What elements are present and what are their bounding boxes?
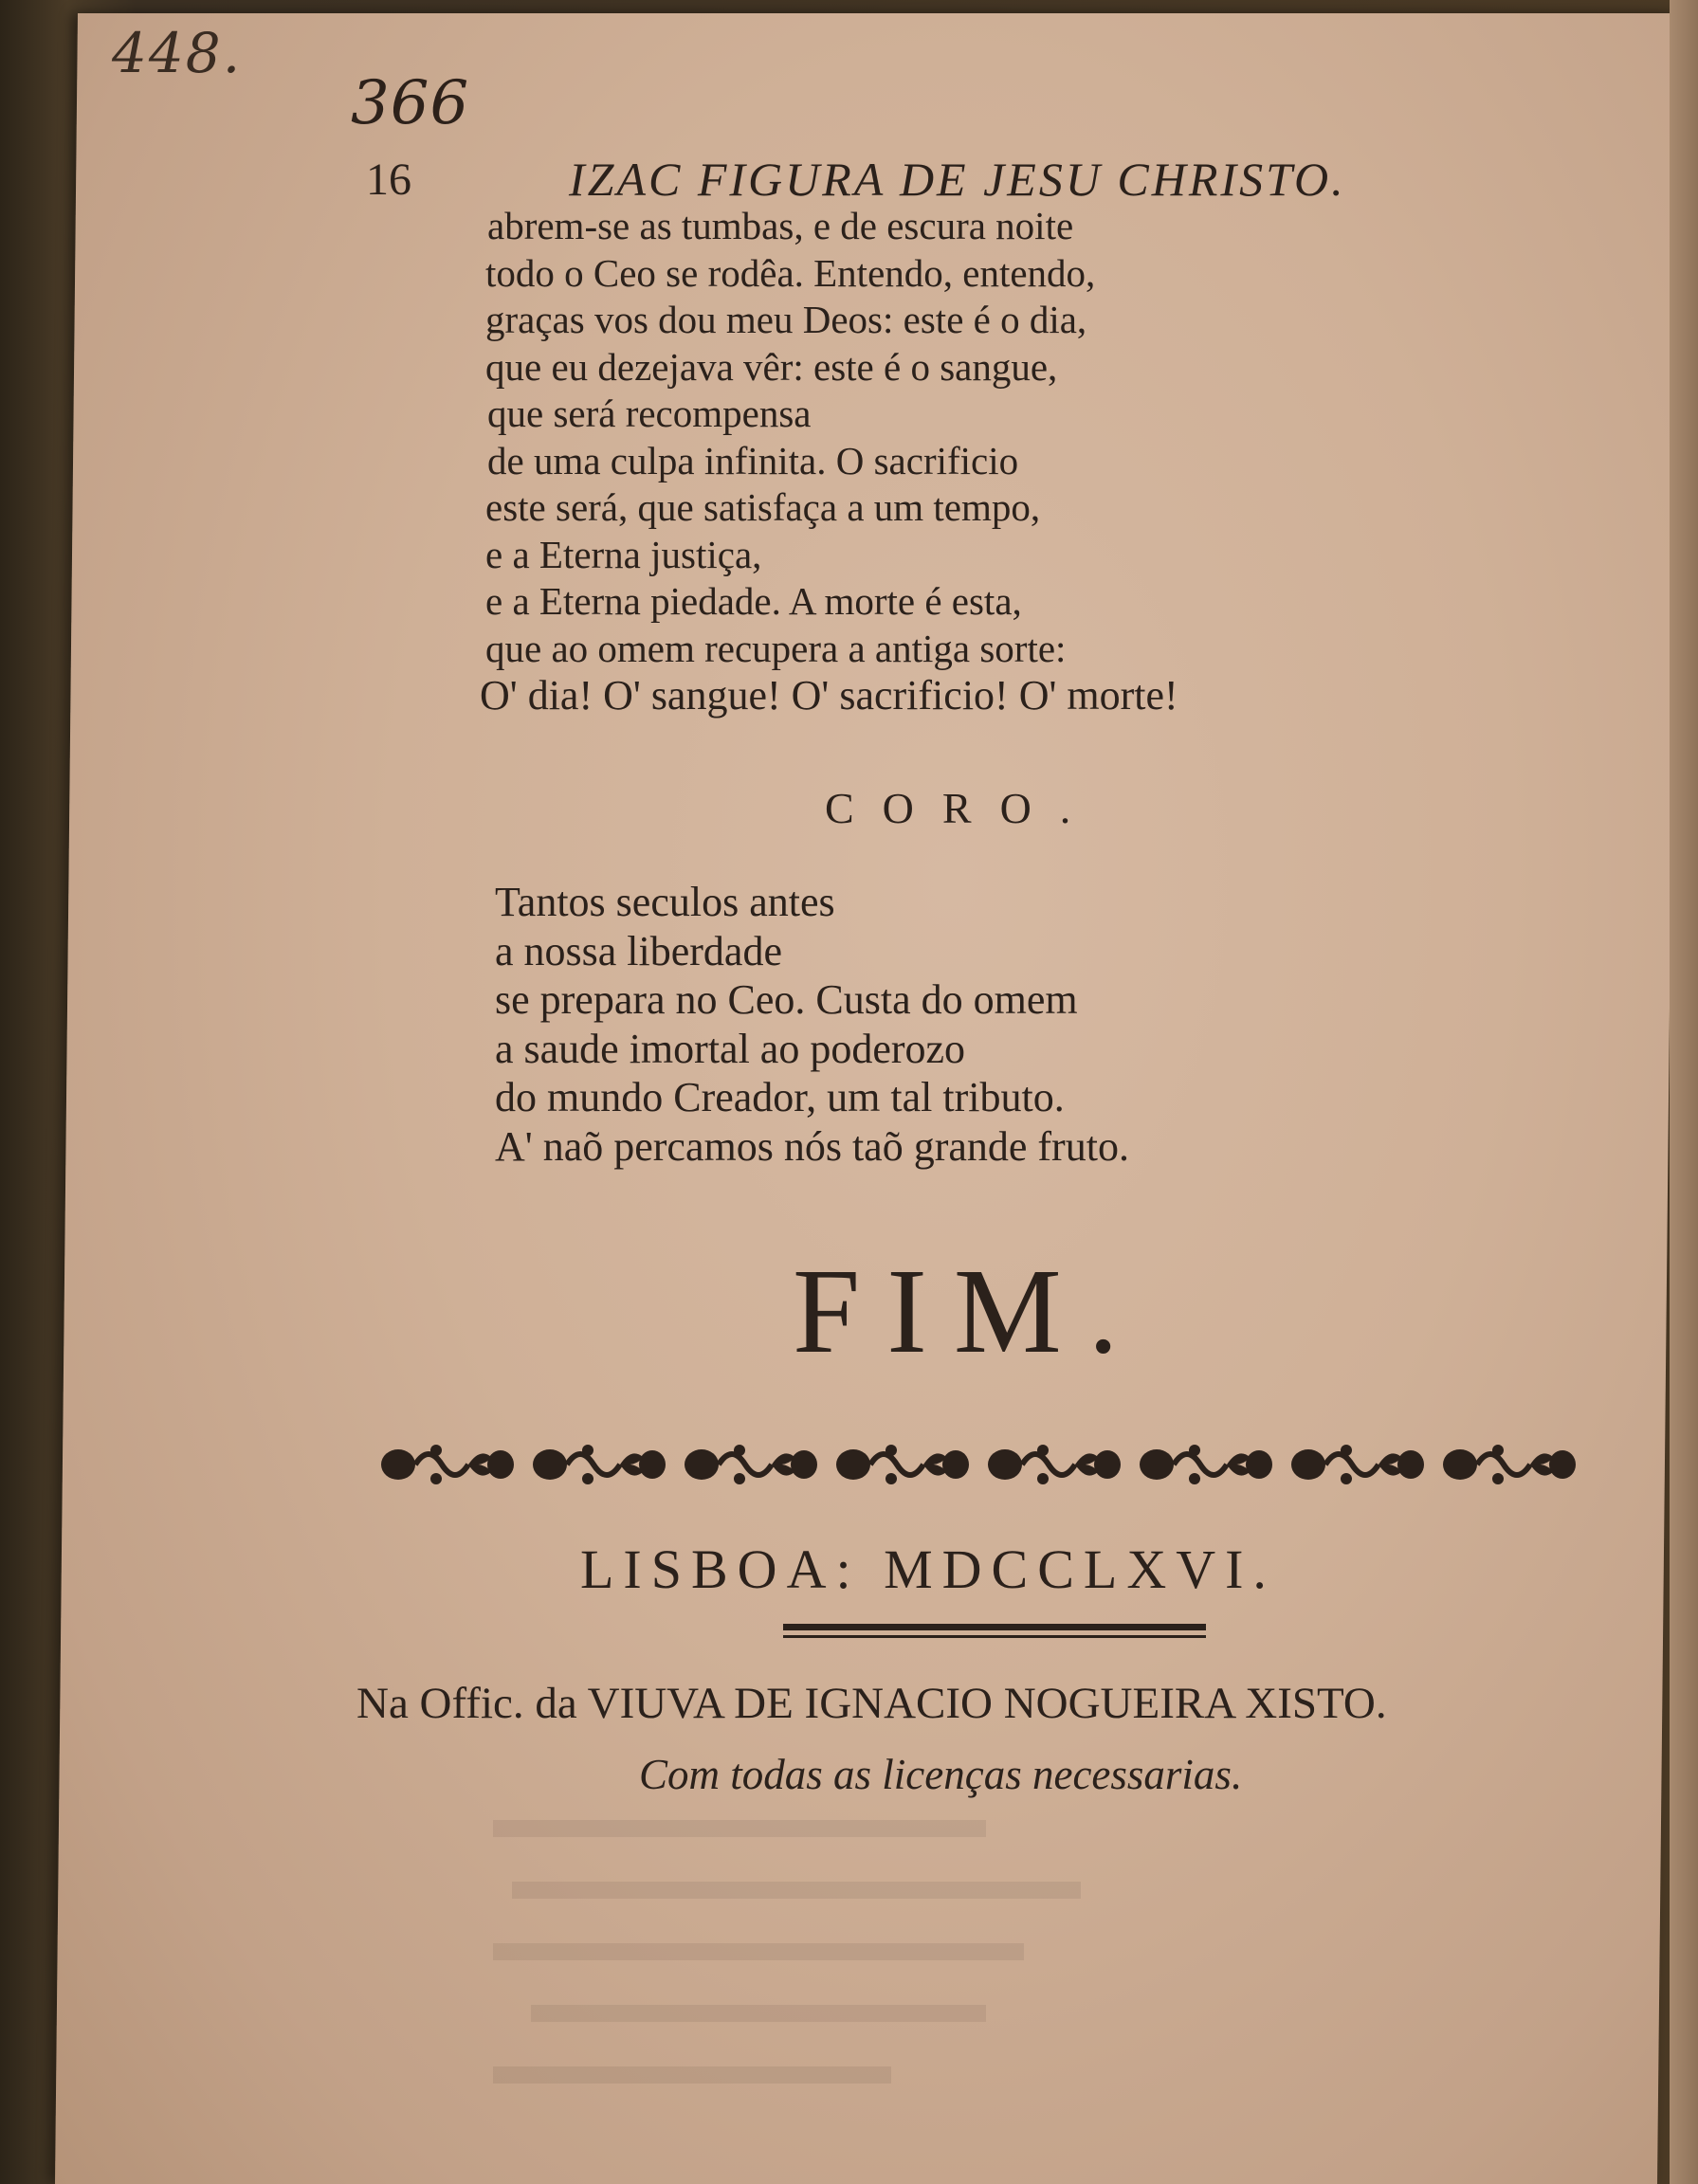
verse-block — [480, 203, 1178, 719]
running-head: IZAC FIGURA DE JESU CHRISTO. — [569, 153, 1346, 206]
verse-line: este será, que satisfaça a um tempo, — [485, 485, 1041, 529]
verse-line: que ao omem recupera a antiga sorte: — [485, 626, 1067, 670]
chorus-line: a nossa liberdade — [495, 927, 782, 974]
end-title: FIM. — [793, 1244, 1145, 1378]
imprint-printer: Na Offic. da VIUVA DE IGNACIO NOGUEIRA XISTO. — [356, 1679, 1387, 1728]
chorus-line: do mundo Creador, um tal tributo. — [495, 1074, 1065, 1120]
chorus-block — [495, 878, 1129, 1171]
verse-line: graças vos dou meu Deos: este é o dia, — [485, 298, 1087, 341]
verse-line: que será recompensa — [487, 391, 812, 435]
verse-line: e a Eterna piedade. A morte é esta, — [485, 579, 1022, 623]
double-rule — [783, 1622, 1206, 1643]
verse-line: e a Eterna justiça, — [485, 532, 762, 576]
verse-line: O' dia! O' sangue! O' sacrificio! O' morte! — [480, 672, 1178, 719]
imprint-city-year: LISBOA: MDCCLXVI. — [580, 1538, 1276, 1600]
page-fore-edge — [1670, 0, 1698, 2184]
imprint-license: Com todas as licenças necessarias. — [639, 1751, 1243, 1798]
verse-line: abrem-se as tumbas, e de escura noite — [487, 204, 1074, 247]
verse-line: que eu dezejava vêr: este é o sangue, — [485, 344, 1058, 389]
fleuron-ornament-row — [377, 1422, 1593, 1507]
chorus-line: se prepara no Ceo. Custa do omem — [495, 976, 1078, 1023]
chorus-line: a saude imortal ao poderozo — [495, 1025, 966, 1072]
chorus-line: A' naõ percamos nós taõ grande fruto. — [495, 1122, 1129, 1170]
verse-line: de uma culpa infinita. O sacrificio — [487, 438, 1019, 482]
handwritten-folio-number: 366 — [351, 68, 470, 138]
handwritten-note-top: 448. — [112, 21, 243, 85]
chorus-line: Tantos seculos antes — [495, 879, 835, 925]
chorus-heading: CORO. — [825, 784, 1100, 832]
page-number: 16 — [366, 155, 411, 205]
verse-line: todo o Ceo se rodêa. Entendo, entendo, — [485, 250, 1096, 295]
show-through-text — [493, 1811, 1346, 2123]
